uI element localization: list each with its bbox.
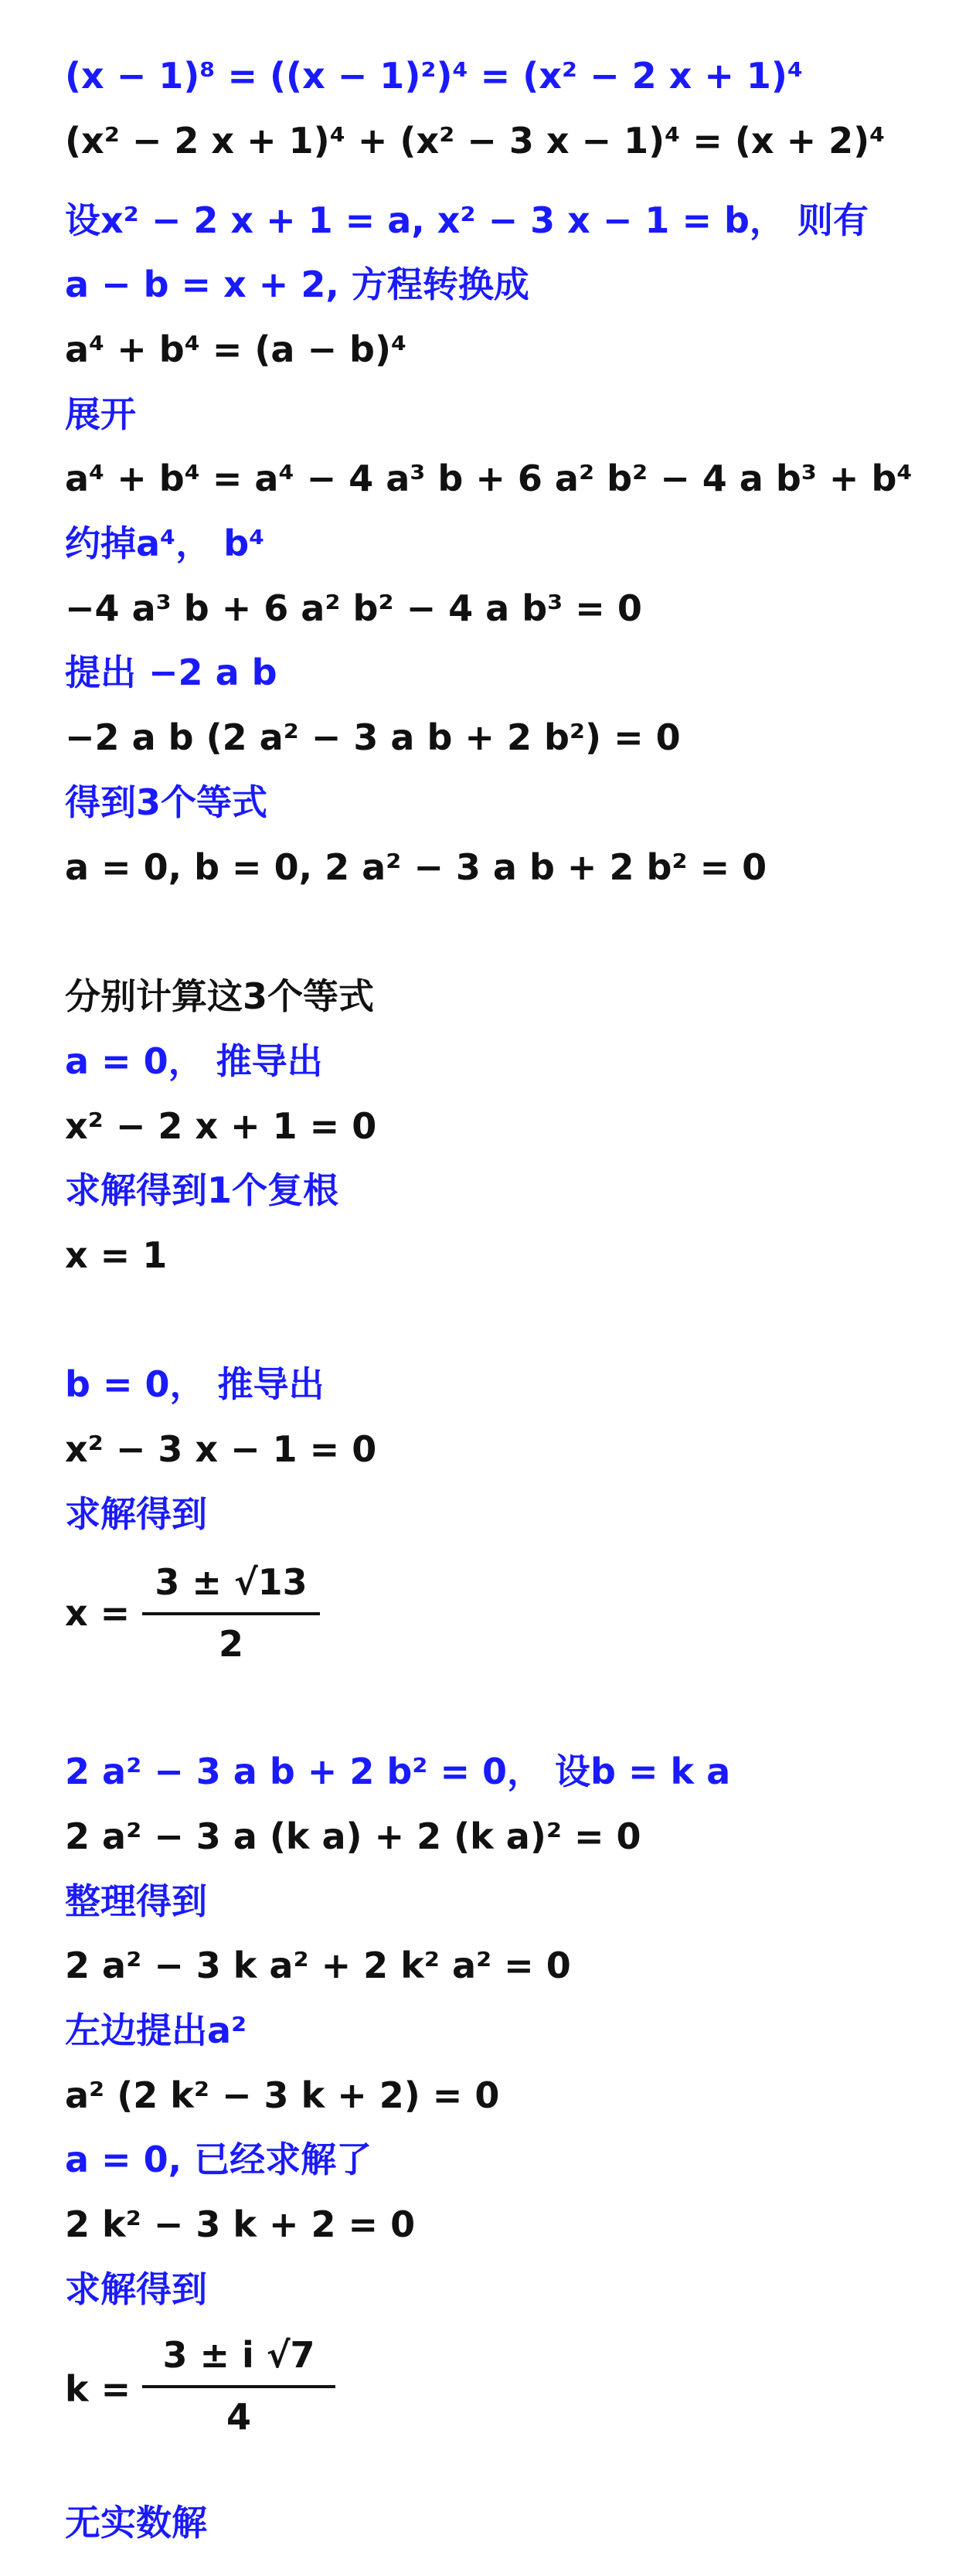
k-equation: 2 k² − 3 k + 2 = 0 bbox=[65, 2203, 416, 2245]
equation-line-5: a⁴ + b⁴ = (a − b)⁴ bbox=[65, 328, 407, 370]
fraction-denominator: 4 bbox=[226, 2396, 251, 2438]
simplified-equation: 2 a² − 3 k a² + 2 k² a² = 0 bbox=[65, 1945, 571, 1986]
expand-heading: 展开 bbox=[65, 393, 136, 435]
substitution-text: 设x² − 2 x + 1 = a, x² − 3 x − 1 = b， 则有 bbox=[65, 199, 869, 241]
fraction-lhs: k = bbox=[65, 2368, 131, 2410]
conversion-text: a − b = x + 2, 方程转换成 bbox=[65, 264, 529, 305]
cancel-text: 约掉a⁴， b⁴ bbox=[65, 522, 265, 564]
simplify-text: 整理得到 bbox=[65, 1880, 207, 1922]
case-a-zero-text: a = 0， 推导出 bbox=[65, 1040, 323, 1082]
equation-line-2: (x² − 2 x + 1)⁴ + (x² − 3 x − 1)⁴ = (x + 2)⁴ bbox=[65, 120, 886, 162]
already-solved-text: a = 0, 已经求解了 bbox=[65, 2139, 372, 2180]
three-equations-text: 得到3个等式 bbox=[65, 781, 268, 823]
factored-equation: −2 a b (2 a² − 3 a b + 2 b²) = 0 bbox=[65, 716, 681, 758]
fraction-numerator: 3 ± i √7 bbox=[162, 2334, 315, 2376]
case-b-equation: x² − 3 x − 1 = 0 bbox=[65, 1428, 377, 1470]
compute-each-text: 分别计算这3个等式 bbox=[65, 975, 375, 1017]
fraction-numerator: 3 ± √13 bbox=[155, 1561, 308, 1603]
fraction-bar bbox=[142, 2385, 335, 2388]
expanded-equation: a⁴ + b⁴ = a⁴ − 4 a³ b + 6 a² b² − 4 a b³ + b⁴ bbox=[65, 458, 913, 499]
fraction-bar bbox=[142, 1612, 320, 1615]
no-real-solution-text: 无实数解 bbox=[65, 2502, 207, 2544]
factor-left-text: 左边提出a² bbox=[65, 2009, 247, 2051]
equation-line-1: (x − 1)⁸ = ((x − 1)²)⁴ = (x² − 2 x + 1)⁴ bbox=[65, 55, 804, 97]
case-a-solve-text: 求解得到1个复根 bbox=[65, 1169, 339, 1211]
three-equations: a = 0, b = 0, 2 a² − 3 a b + 2 b² = 0 bbox=[65, 846, 767, 888]
fraction-k-solution bbox=[65, 2334, 374, 2465]
case-quadratic-text: 2 a² − 3 a b + 2 b² = 0， 设b = k a bbox=[65, 1751, 731, 1792]
fraction-denominator: 2 bbox=[218, 1623, 243, 1665]
fraction-x-solution bbox=[65, 1561, 374, 1693]
reduced-equation: −4 a³ b + 6 a² b² − 4 a b³ = 0 bbox=[65, 587, 642, 629]
case-b-zero-text: b = 0， 推导出 bbox=[65, 1363, 325, 1405]
substituted-equation: 2 a² − 3 a (k a) + 2 (k a)² = 0 bbox=[65, 1815, 641, 1857]
factor-out-text: 提出 −2 a b bbox=[65, 652, 277, 693]
fraction-lhs: x = bbox=[65, 1592, 131, 1634]
case-a-equation: x² − 2 x + 1 = 0 bbox=[65, 1105, 377, 1147]
factored-k-equation: a² (2 k² − 3 k + 2) = 0 bbox=[65, 2074, 500, 2116]
k-solve-text: 求解得到 bbox=[65, 2268, 207, 2310]
case-b-solve-text: 求解得到 bbox=[65, 1493, 207, 1535]
case-a-solution: x = 1 bbox=[65, 1234, 168, 1276]
